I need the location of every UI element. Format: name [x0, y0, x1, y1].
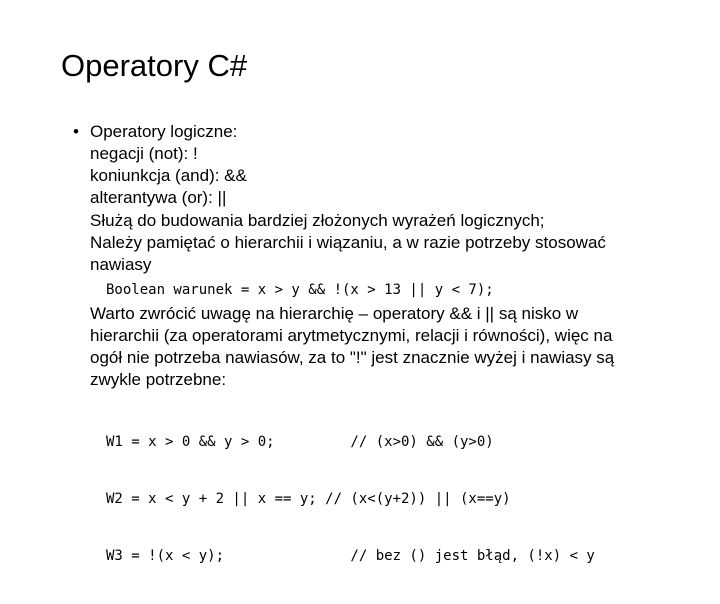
logical-operators-list: [90, 121, 247, 209]
text-line: negacji (not): !: [90, 144, 198, 163]
code-example-precedence: [106, 395, 595, 604]
text-line: zwykle potrzebne:: [90, 370, 227, 389]
text-line: nawiasy: [90, 255, 152, 274]
text-line: Operatory logiczne:: [90, 122, 238, 141]
text-line: Warto zwrócić uwagę na hierarchię – operatory && i || są nisko w: [90, 304, 579, 323]
text-line: Należy pamiętać o hierarchii i wiązaniu, a w razie potrzeby stosować: [90, 233, 606, 252]
text-line: Służą do budowania bardziej złożonych wyrażeń logicznych;: [90, 211, 545, 230]
code-example-condition: Boolean warunek = x > y && !(x > 13 || y < 7);: [106, 282, 494, 298]
text-line: koniunkcja (and): &&: [90, 166, 247, 185]
bullet-marker: •: [73, 122, 79, 141]
text-line: hierarchii (za operatorami arytmetycznymi, relacji i równości), więc na: [90, 326, 613, 345]
text-line: ogół nie potrzeba nawiasów, za to "!" jest znacznie wyżej i nawiasy są: [90, 348, 615, 367]
code-line: W1 = x > 0 && y > 0; // (x>0) && (y>0): [106, 434, 494, 450]
code-line: W3 = !(x < y); // bez () jest błąd, (!x) < y: [106, 548, 595, 564]
slide-title: Operatory C#: [61, 48, 248, 83]
code-line: W2 = x < y + 2 || x == y; // (x<(y+2)) || (x==y): [106, 491, 511, 507]
usage-paragraph: [90, 210, 606, 276]
text-line: alterantywa (or): ||: [90, 188, 227, 207]
hierarchy-paragraph: [90, 303, 614, 391]
